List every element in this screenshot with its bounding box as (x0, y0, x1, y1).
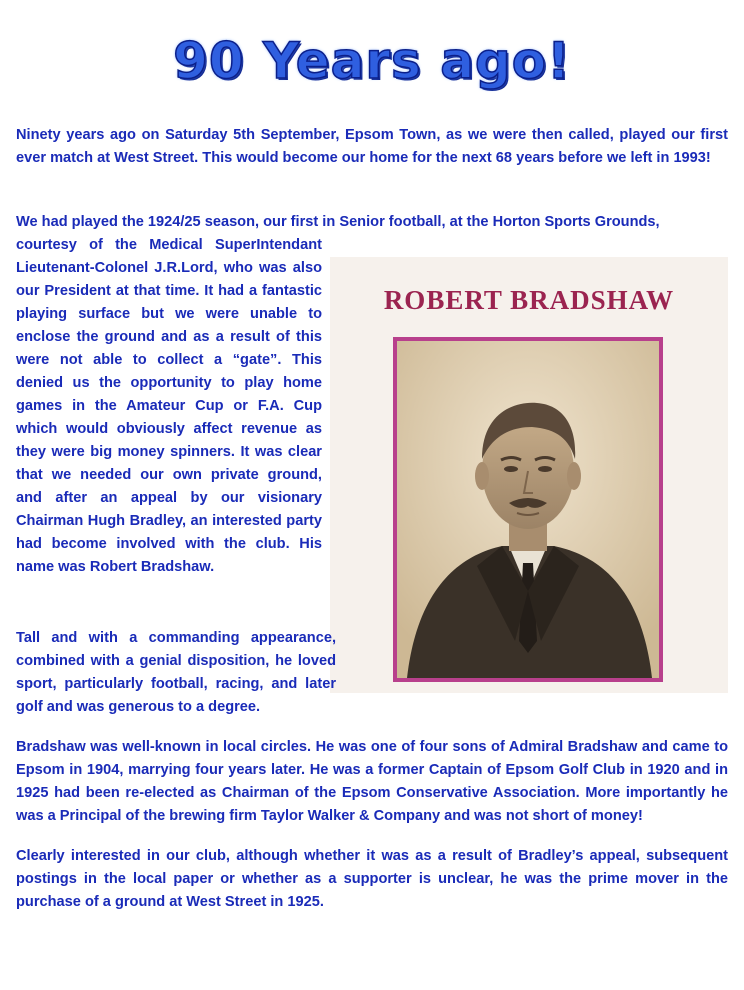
paragraph-bradshaw-background: Bradshaw was well-known in local circles. He was one of four sons of Admiral Bradshaw and came to Epsom in 1904, marrying four years later. He was a former Captain of Epsom Golf Club in 1920 and in 1925 had been re-elected as Chairman of the Epsom Conservative Association. More importantly he was a Principal of the brewing firm Taylor Walker & Company and was not short of money! (16, 739, 728, 824)
paragraph-west-street-purchase: Clearly interested in our club, although whether it was as a result of Bradley’s appeal, subsequent postings in the local paper or whether as a supporter is unclear, he was the prime mover in the purchase of a ground at West Street in 1925. (16, 848, 728, 910)
paragraph-first-match: Ninety years ago on Saturday 5th September, Epsom Town, as we were then called, played our first ever match at West Street. This would become our home for the next 68 years before we left in 1993! (16, 127, 728, 166)
portrait-photo (330, 257, 728, 693)
paragraph-appearance: Tall and with a commanding appearance, combined with a genial disposition, he loved sport, particularly football, racing, and later golf and was generous to a degree. (16, 630, 336, 715)
page-title: 90 Years ago! (173, 32, 571, 90)
man-portrait-icon (397, 341, 659, 678)
paragraph-horton-intro: We had played the 1924/25 season, our first in Senior football, at the Horton Sports Grounds, (16, 214, 660, 230)
paragraph-horton-grounds: courtesy of the Medical SuperIntendant Lieutenant-Colonel J.R.Lord, who was also our President at that time. It had a fantastic playing surface but we were unable to enclose the ground and as a result of this were not able to collect a “gate”. This denied us the opportunity to play home games in the Amateur Cup or F.A. Cup which would obviously affect revenue as they were big money spinners. It was clear that we needed our own private ground, and after an appeal by our visionary Chairman Hugh Bradley, an interested party had become involved with the club. His name was Robert Bradshaw. (16, 237, 322, 575)
portrait-image (393, 337, 663, 682)
photo-caption: ROBERT BRADSHAW (383, 285, 675, 315)
